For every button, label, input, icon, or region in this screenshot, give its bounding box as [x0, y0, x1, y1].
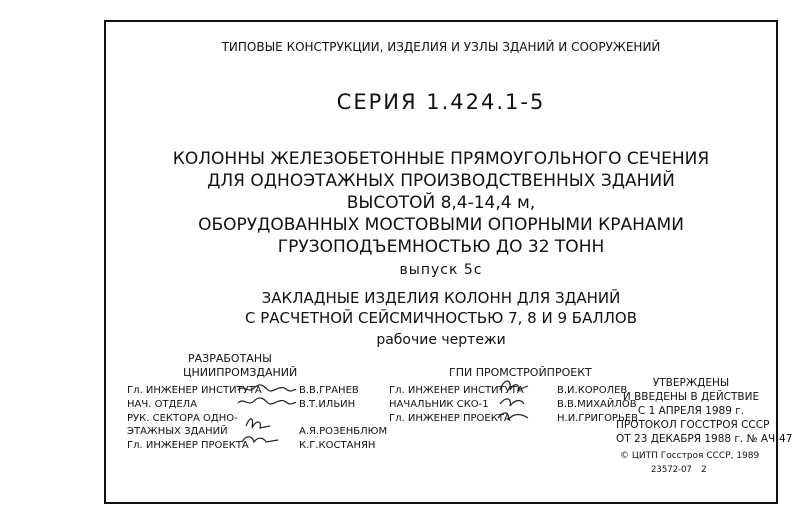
- title-line: КОЛОННЫ ЖЕЛЕЗОБЕТОННЫЕ ПРЯМОУГОЛЬНОГО СЕЧЕНИЯ: [172, 149, 710, 169]
- approval-line: ОТ 23 ДЕКАБРЯ 1988 г. № АЧ-47: [616, 433, 793, 445]
- name-ilyin: В.Т.ИЛЬИН: [299, 399, 356, 410]
- approval-block: [616, 376, 793, 446]
- signatures-right: [494, 376, 554, 426]
- role-chief-engineer: Гл. ИНЖЕНЕР ИНСТИТУТА: [127, 385, 262, 396]
- copyright: © ЦИТП Госстроя СССР, 1989: [620, 451, 760, 461]
- role-dept-head: НАЧ. ОТДЕЛА: [127, 399, 198, 410]
- developed-heading: РАЗРАБОТАНЫ: [188, 352, 272, 365]
- title-line: ДЛЯ ОДНОЭТАЖНЫХ ПРОИЗВОДСТВЕННЫХ ЗДАНИЙ: [207, 171, 675, 191]
- subtitle-note: рабочие чертежи: [376, 332, 506, 348]
- title-line: ВЫСОТОЙ 8,4-14,4 м,: [346, 193, 536, 213]
- approval-line: УТВЕРЖДЕНЫ: [652, 377, 730, 389]
- signatures-left: [236, 380, 298, 452]
- subtitle-line: ЗАКЛАДНЫЕ ИЗДЕЛИЯ КОЛОНН ДЛЯ ЗДАНИЙ: [261, 289, 621, 307]
- series-title: СЕРИЯ 1.424.1-5: [336, 90, 546, 114]
- main-title: [104, 148, 778, 258]
- approval-line: И ВВЕДЕНЫ В ДЕЙСТВИЕ: [622, 391, 760, 403]
- title-line: ГРУЗОПОДЪЕМНОСТЬЮ ДО 32 ТОНН: [277, 237, 605, 257]
- subtitle-line: С РАСЧЕТНОЙ СЕЙСМИЧНОСТЬЮ 7, 8 И 9 БАЛЛОВ: [245, 309, 637, 327]
- issue-label: выпуск 5с: [399, 262, 483, 278]
- subtitle: [104, 288, 778, 328]
- role-project-engineer: Гл. ИНЖЕНЕР ПРОЕКТА: [127, 440, 249, 451]
- doc-number: 23572-07: [651, 465, 692, 475]
- name-granev: В.В.ГРАНЕВ: [299, 385, 359, 396]
- gpi-org: ГПИ ПРОМСТРОЙПРОЕКТ: [449, 366, 592, 379]
- developed-org: ЦНИИПРОМЗДАНИЙ: [183, 366, 298, 379]
- name-kostanyan: К.Г.КОСТАНЯН: [299, 440, 376, 451]
- title-line: ОБОРУДОВАННЫХ МОСТОВЫМИ ОПОРНЫМИ КРАНАМИ: [198, 215, 684, 235]
- approval-line: ПРОТОКОЛ ГОССТРОЯ СССР: [616, 419, 770, 431]
- name-korolev: В.И.КОРОЛЕВ: [557, 385, 628, 396]
- page-number: 2: [701, 465, 707, 475]
- name-mikhailov: В.В.МИХАЙЛОВ: [557, 399, 637, 410]
- header-text: ТИПОВЫЕ КОНСТРУКЦИИ, ИЗДЕЛИЯ И УЗЛЫ ЗДАНИЙ И СООРУЖЕНИЙ: [221, 40, 661, 54]
- gpi-role-chief-engineer: Гл. ИНЖЕНЕР ИНСТИТУТА: [389, 385, 524, 396]
- role-sector-head-cont: ЭТАЖНЫХ ЗДАНИЙ: [127, 426, 228, 437]
- gpi-role-head-sko: НАЧАЛЬНИК СКО-1: [389, 399, 489, 410]
- name-rozenblyum: А.Я.РОЗЕНБЛЮМ: [299, 426, 388, 437]
- name-grigoryev: Н.И.ГРИГОРЬЕВ: [557, 413, 639, 424]
- role-sector-head: РУК. СЕКТОРА ОДНО-: [127, 413, 238, 424]
- approval-line: С 1 АПРЕЛЯ 1989 г.: [637, 405, 745, 417]
- gpi-role-project-engineer: Гл. ИНЖЕНЕР ПРОЕКТА: [389, 413, 511, 424]
